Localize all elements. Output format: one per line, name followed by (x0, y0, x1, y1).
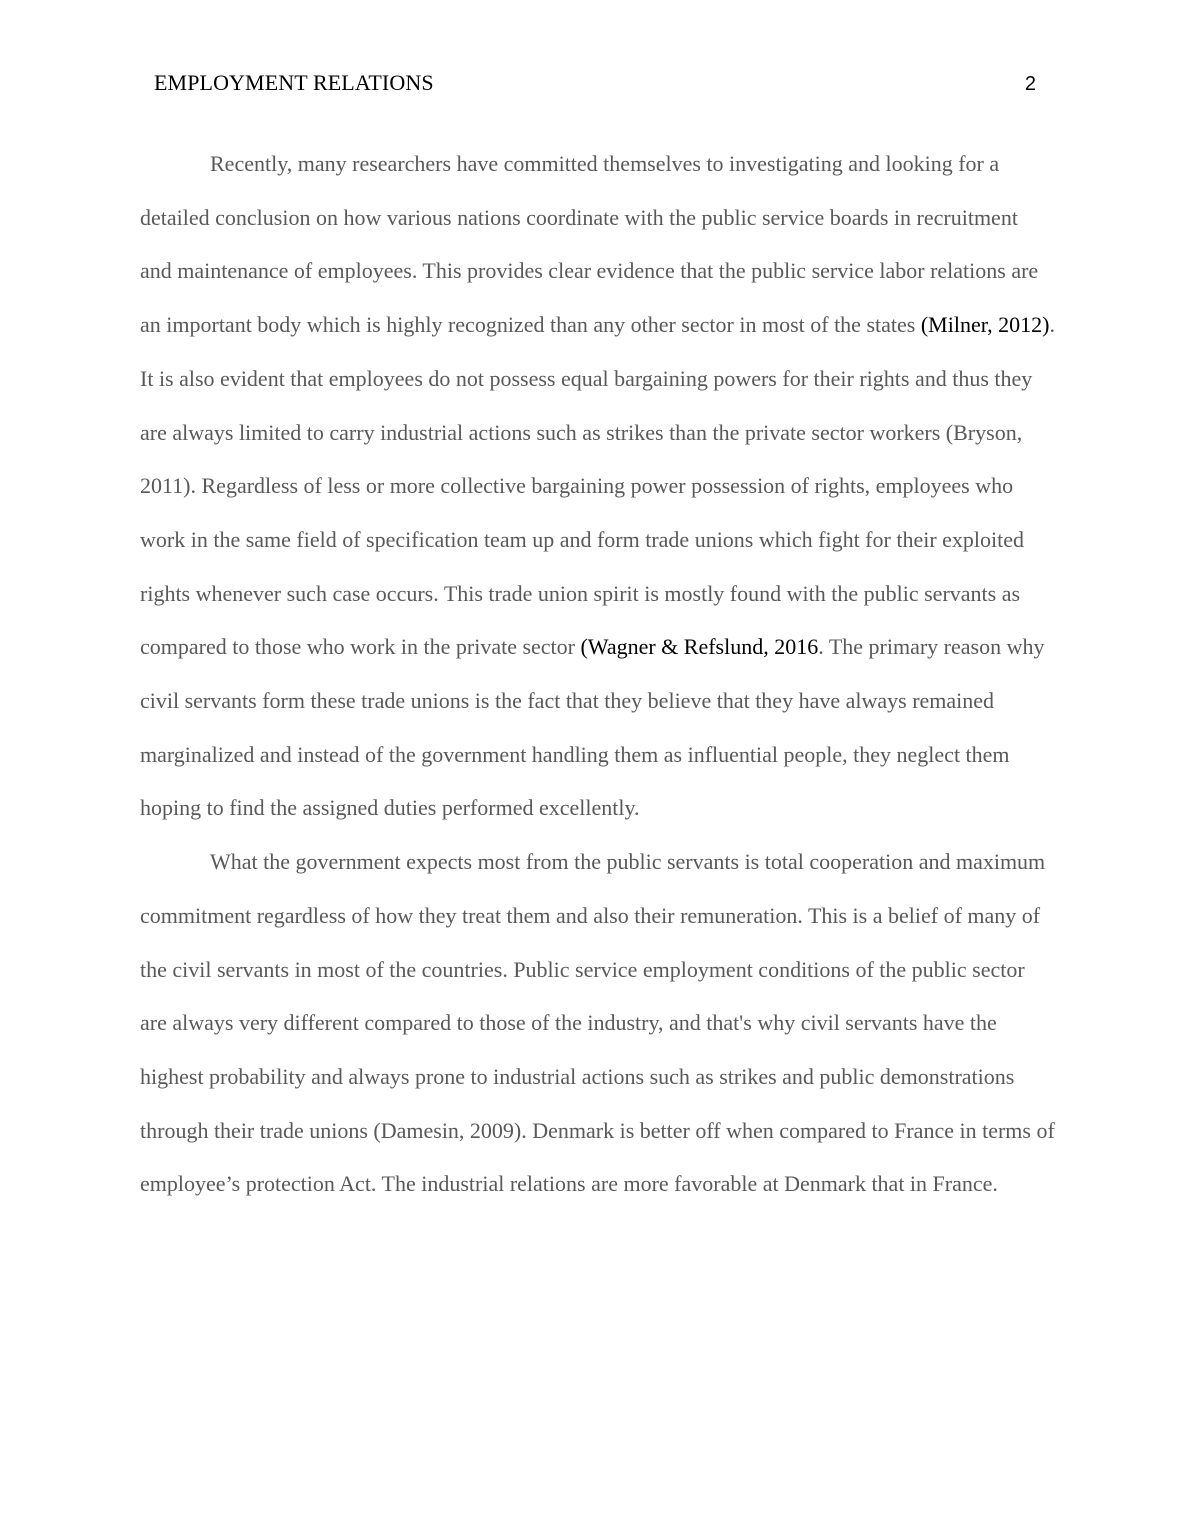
paragraph-2 (140, 835, 1055, 1211)
paragraph-1-text-a: Recently, many researchers have committed themselves to investigating and looking for a detailed conclusion on how various nations coordinate with the public service boards in recruitment and maintenance of employees. This provides clear evidence that the public service labor relations are an important body which is highly recognized than any other sector in most of the states (140, 151, 1039, 338)
citation-milner: (Milner, 2012) (920, 312, 1050, 338)
document-body (140, 137, 1055, 1211)
paragraph-1-text-b: . It is also evident that employees do not possess equal bargaining powers for their rights and thus they are always limited to carry industrial actions such as strikes than the private sector workers (Bryson, 2011). Regardless of less or more collective bargaining power possession of rights, employees who work in the same field of specification team up and form trade unions which fight for their exploited rights whenever such case occurs. This trade union spirit is mostly found with the public servants as compared to those who work in the private sector (140, 312, 1055, 660)
citation-wagner-refslund: (Wagner & Refslund, 2016 (580, 634, 819, 660)
paragraph-2-text: What the government expects most from the public servants is total cooperation and maximum commitment regardless of how they treat them and also their remuneration. This is a belief of many of the civil servants in most of the countries. Public service employment conditions of the public sector are always very different compared to those of the industry, and that's why civil servants have the highest probability and always prone to industrial actions such as strikes and public demonstrations through their trade unions (Damesin, 2009). Denmark is better off when compared to France in terms of employee’s protection Act. The industrial relations are more favorable at Denmark that in France. (140, 849, 1055, 1197)
paragraph-1-text-c: . The primary reason why civil servants form these trade unions is the fact that they believe that they have always remained marginalized and instead of the government handling them as influential people, they neglect them hoping to find the assigned duties performed excellently. (140, 634, 1045, 821)
paragraph-1 (140, 137, 1055, 835)
running-head: EMPLOYMENT RELATIONS (154, 70, 434, 95)
page-number: 2 (1024, 73, 1036, 95)
